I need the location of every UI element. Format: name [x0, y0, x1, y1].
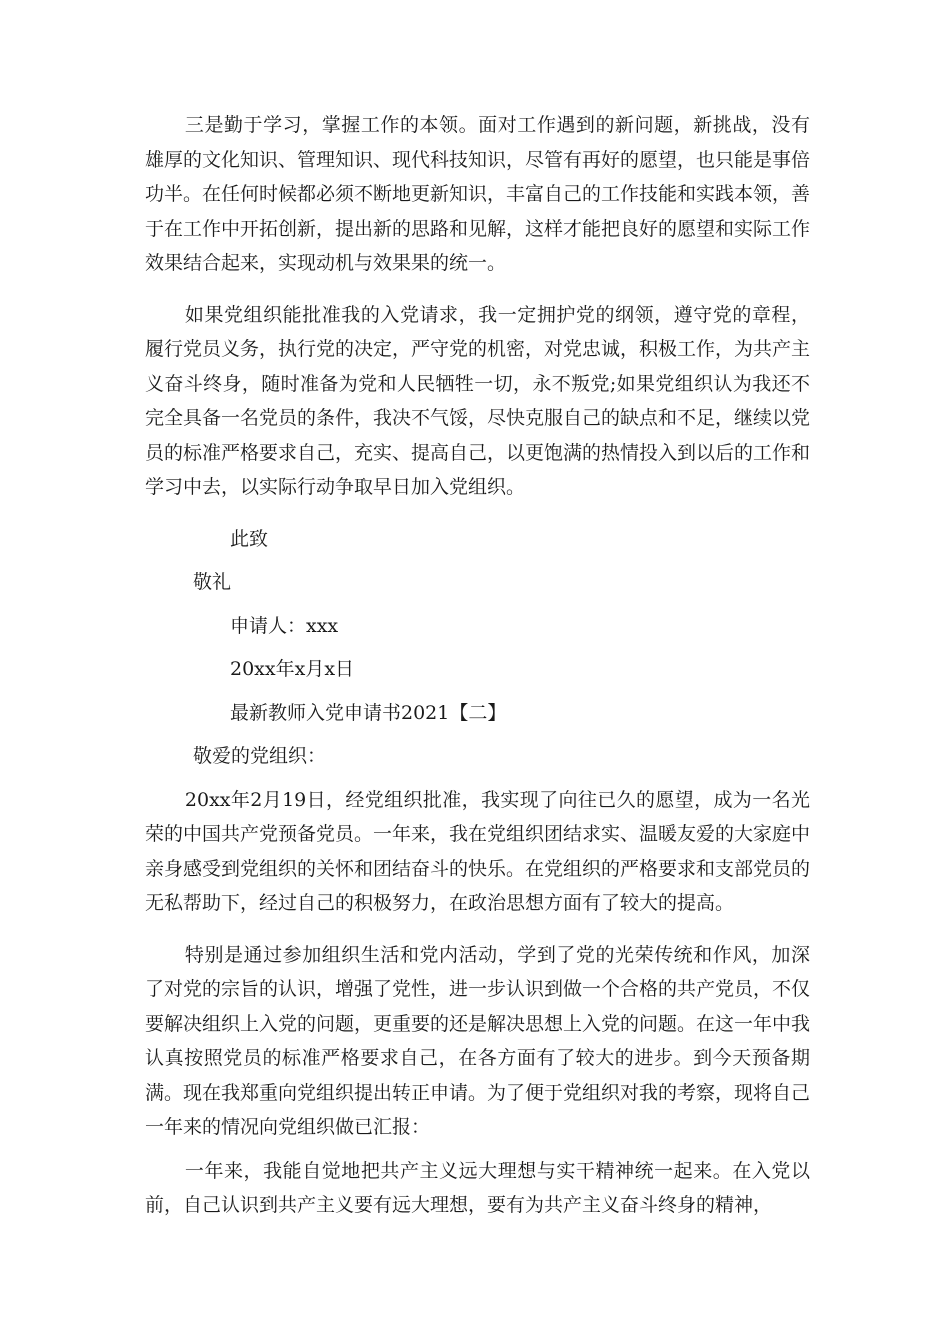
paragraph-approval: 20xx年2月19日，经党组织批准，我实现了向往已久的愿望，成为一名光荣的中国共产党预备党员。一年来，我在党组织团结求实、温暖友爱的大家庭中亲身感受到党组织的关怀和团结奋斗的快乐。在党组织的严格要求和支部党员的无私帮助下，经过自己的积极努力，在政治思想方面有了较大的提高。: [145, 788, 811, 914]
applicant-line: 申请人：xxx: [230, 614, 339, 637]
closing-jingli: 敬礼: [193, 571, 232, 593]
paragraph-study: 三是勤于学习，掌握工作的本领。面对工作遇到的新问题，新挑战，没有雄厚的文化知识、管理知识、现代科技知识，尽管有再好的愿望，也只能是事倍功半。在任何时候都必须不断地更新知识，丰富自己的工作技能和实践本领，善于在工作中开拓创新，提出新的思路和见解，这样才能把良好的愿望和实际工作效果结合起来，实现动机与效果果的统一。: [145, 114, 811, 274]
paragraph-pledge: 如果党组织能批准我的入党请求，我一定拥护党的纲领，遵守党的章程，履行党员义务，执行党的决定，严守党的机密，对党忠诚，积极工作，为共产主义奋斗终身，随时准备为党和人民牺牲一切，永不叛党;如果党组织认为我还不完全具备一名党员的条件，我决不气馁，尽快克服自己的缺点和不足，继续以党员的标准严格要求自己，充实、提高自己，以更饱满的热情投入到以后的工作和学习中去，以实际行动争取早日加入党组织。: [145, 303, 811, 498]
paragraph-ideals: 一年来，我能自觉地把共产主义远大理想与实干精神统一起来。在入党以前，自己认识到共产主义要有远大理想，要有为共产主义奋斗终身的精神，: [145, 1159, 810, 1216]
section-title: 最新教师入党申请书2021【二】: [230, 701, 507, 724]
salutation: 敬爱的党组织：: [193, 745, 327, 767]
document-page: [145, 108, 810, 1223]
closing-cizhi: 此致: [230, 527, 269, 550]
paragraph-activities: 特别是通过参加组织生活和党内活动，学到了党的光荣传统和作风，加深了对党的宗旨的认识，增强了党性，进一步认识到做一个合格的共产党员，不仅要解决组织上入党的问题，更重要的还是解决思想上入党的问题。在这一年中我认真按照党员的标准严格要求自己，在各方面有了较大的进步。到今天预备期满。现在我郑重向党组织提出转正申请。为了便于党组织对我的考察，现将自己一年来的情况向党组织做已汇报：: [145, 943, 811, 1138]
date-line: 20xx年x月x日: [230, 658, 355, 680]
